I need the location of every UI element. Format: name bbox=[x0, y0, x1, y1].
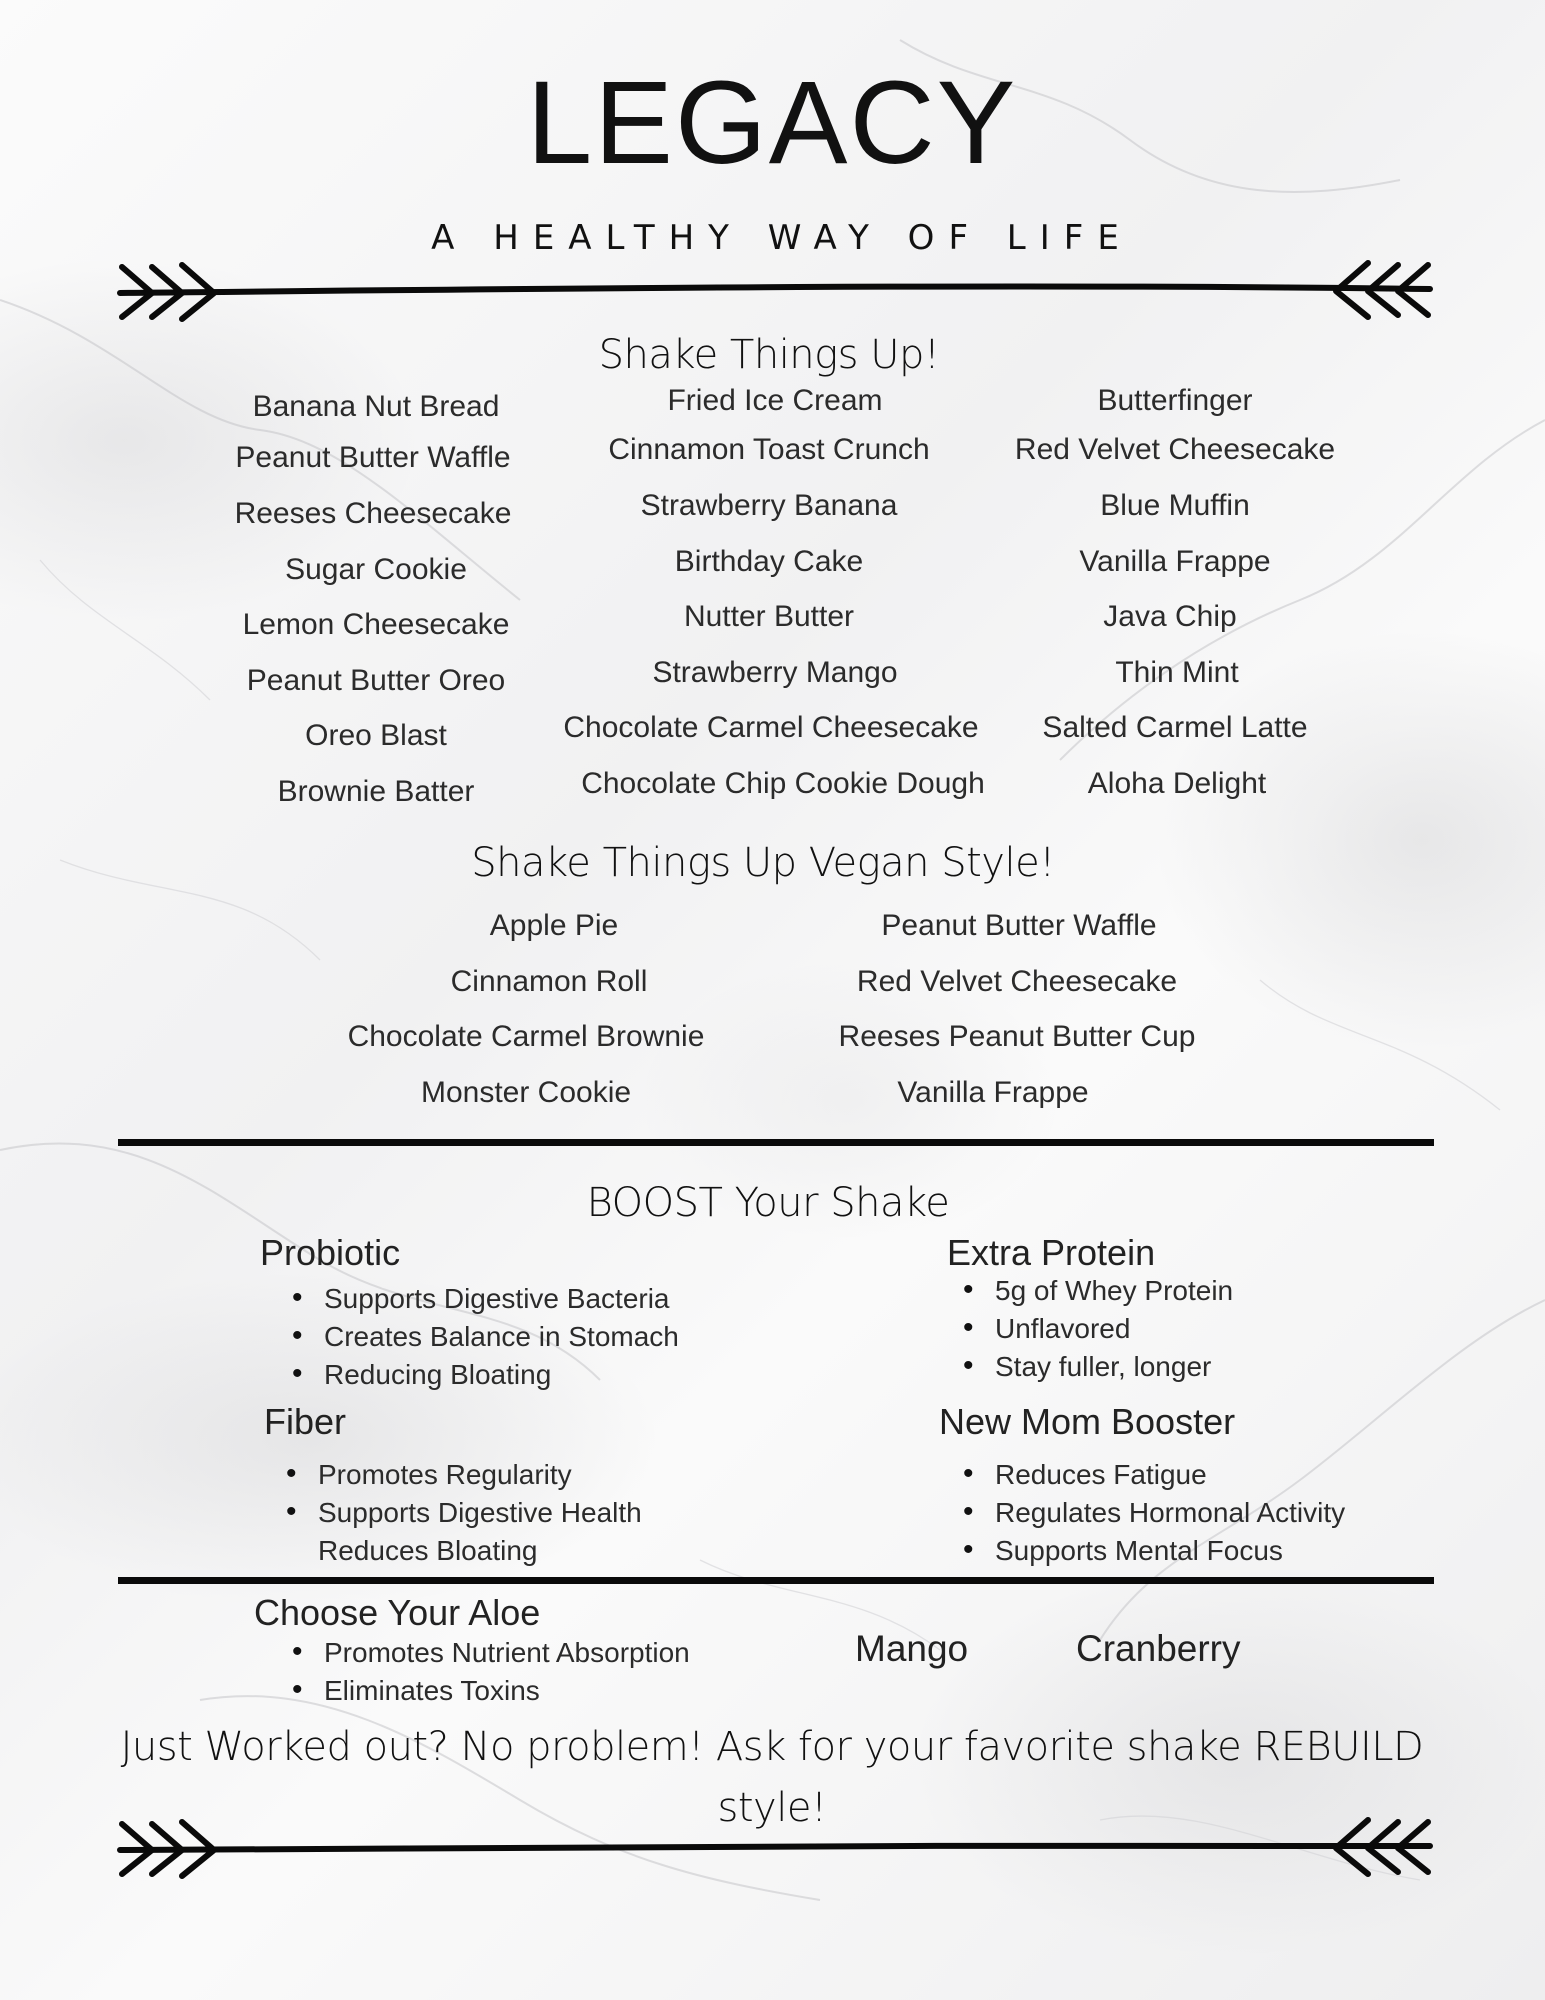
list-item: Peanut Butter Waffle bbox=[881, 909, 1157, 942]
bullet-item: • Unflavored bbox=[963, 1313, 1130, 1345]
bullet-item: • Supports Digestive Bacteria bbox=[292, 1283, 670, 1315]
list-item: Nutter Butter bbox=[683, 600, 855, 633]
arrow-divider-bottom bbox=[0, 1810, 1545, 1880]
list-item: Reeses Peanut Butter Cup bbox=[838, 1020, 1196, 1053]
probiotic-title: Probiotic bbox=[260, 1232, 401, 1273]
bullet-item: • 5g of Whey Protein bbox=[963, 1275, 1233, 1307]
section-divider bbox=[118, 1577, 1434, 1584]
bullet-item: • Creates Balance in Stomach bbox=[292, 1321, 679, 1353]
list-item: Lemon Cheesecake bbox=[242, 608, 510, 641]
list-item: Reeses Cheesecake bbox=[234, 497, 512, 530]
aloe-title: Choose Your Aloe bbox=[254, 1592, 541, 1633]
list-item: Chocolate Carmel Brownie bbox=[347, 1020, 705, 1053]
list-item: Strawberry Banana bbox=[640, 489, 898, 522]
list-item: Chocolate Chip Cookie Dough bbox=[581, 767, 985, 800]
bullet-item: • Regulates Hormonal Activity bbox=[963, 1497, 1345, 1529]
list-item: Java Chip bbox=[1103, 600, 1237, 633]
list-item: Aloha Delight bbox=[1087, 767, 1267, 800]
new-mom-title: New Mom Booster bbox=[939, 1401, 1236, 1442]
list-item: Cinnamon Roll bbox=[450, 965, 648, 998]
extra-protein-title: Extra Protein bbox=[947, 1232, 1156, 1273]
bullet-item: • Supports Mental Focus bbox=[963, 1535, 1283, 1567]
list-item: Chocolate Carmel Cheesecake bbox=[563, 711, 979, 744]
rebuild-note-line-2: style! bbox=[717, 1785, 827, 1831]
list-item: Birthday Cake bbox=[674, 545, 864, 578]
list-item: Thin Mint bbox=[1115, 656, 1239, 689]
list-item: Vanilla Frappe bbox=[897, 1076, 1089, 1109]
page-title: LEGACY bbox=[526, 57, 1018, 189]
list-item: Monster Cookie bbox=[420, 1076, 632, 1109]
bullet-continuation: Reduces Bloating bbox=[318, 1535, 538, 1566]
list-item: Apple Pie bbox=[489, 909, 619, 942]
vegan-heading: Shake Things Up Vegan Style! bbox=[471, 840, 1055, 886]
list-item: Banana Nut Bread bbox=[252, 390, 500, 423]
list-item: Peanut Butter Waffle bbox=[235, 441, 511, 474]
bullet-item: • Promotes Nutrient Absorption bbox=[292, 1637, 690, 1669]
list-item: Red Velvet Cheesecake bbox=[1014, 433, 1336, 466]
list-item: Brownie Batter bbox=[277, 775, 475, 808]
list-item: Sugar Cookie bbox=[285, 553, 467, 586]
bullet-item: • Eliminates Toxins bbox=[292, 1675, 540, 1707]
bullet-item: • Promotes Regularity bbox=[286, 1459, 572, 1491]
list-item: Blue Muffin bbox=[1100, 489, 1250, 522]
list-item: Red Velvet Cheesecake bbox=[856, 965, 1178, 998]
shakes-heading: Shake Things Up! bbox=[598, 332, 940, 378]
list-item: Salted Carmel Latte bbox=[1042, 711, 1308, 744]
list-item: Butterfinger bbox=[1097, 384, 1253, 417]
bullet-item: • Stay fuller, longer bbox=[963, 1351, 1211, 1383]
boost-heading: BOOST Your Shake bbox=[586, 1180, 950, 1226]
tagline: A HEALTHY WAY OF LIFE bbox=[431, 218, 1133, 258]
fiber-title: Fiber bbox=[264, 1401, 347, 1442]
list-item: Peanut Butter Oreo bbox=[246, 664, 506, 697]
aloe-flavor-mango: Mango bbox=[855, 1628, 969, 1669]
rebuild-note-line-1: Just Worked out? No problem! Ask for your favorite shake REBUILD bbox=[120, 1724, 1424, 1770]
list-item: Oreo Blast bbox=[305, 719, 447, 752]
bullet-item: • Reduces Fatigue bbox=[963, 1459, 1207, 1491]
section-divider bbox=[118, 1139, 1434, 1146]
arrow-divider-top bbox=[0, 255, 1545, 325]
list-item: Fried Ice Cream bbox=[667, 384, 883, 417]
list-item: Strawberry Mango bbox=[652, 656, 898, 689]
list-item: Cinnamon Toast Crunch bbox=[608, 433, 930, 466]
bullet-item: • Reducing Bloating bbox=[292, 1359, 551, 1391]
aloe-flavor-cranberry: Cranberry bbox=[1076, 1628, 1241, 1669]
bullet-item: • Supports Digestive Health bbox=[286, 1497, 642, 1529]
list-item: Vanilla Frappe bbox=[1079, 545, 1271, 578]
